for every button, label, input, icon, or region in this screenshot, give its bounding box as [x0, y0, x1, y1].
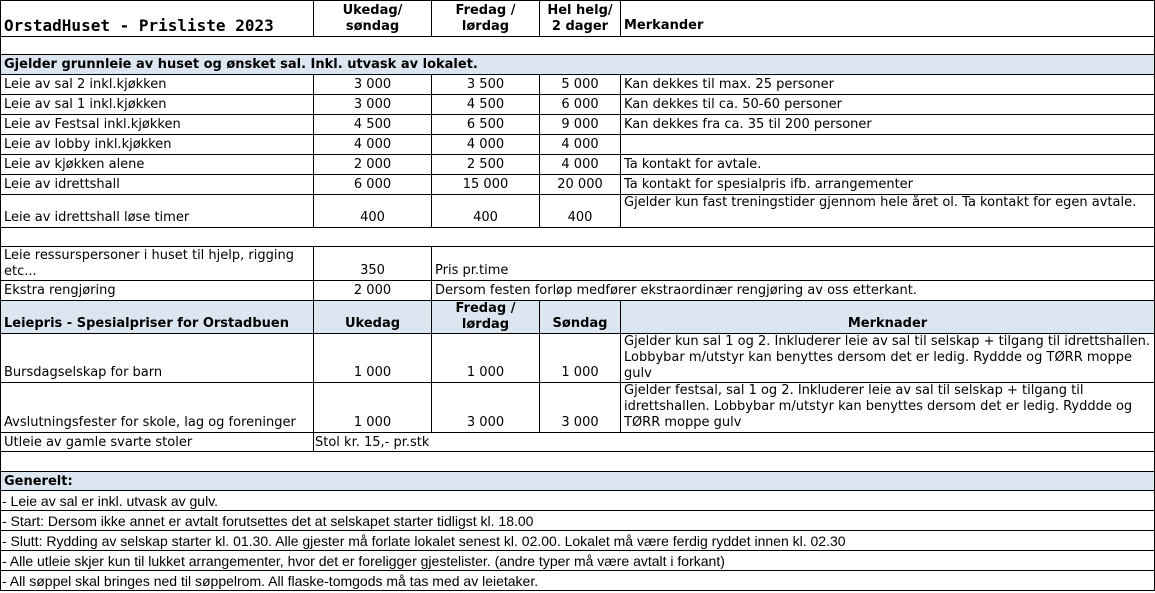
row-label: Leie av sal 1 inkl.kjøkken [0, 95, 314, 115]
row-note: Ta kontakt for avtale. [621, 155, 1155, 175]
table-row [0, 135, 1155, 155]
row-label: Leie av idrettshall [0, 175, 314, 195]
price-cell: 3 000 [314, 95, 432, 115]
section-heading-spesialpriser: Leiepris - Spesialpriser for Orstadbuen [0, 301, 314, 334]
general-note: - All søppel skal bringes ned til søppelrom. All flaske-tomgods må tas med av leietaker. [0, 571, 1155, 591]
price-cell: 6 000 [314, 175, 432, 195]
price-cell: 9 000 [540, 115, 621, 135]
price-cell: 5 000 [540, 75, 621, 95]
section-heading-generelt: Generelt: [0, 472, 1155, 491]
general-note: - Leie av sal er inkl. utvask av gulv. [0, 491, 1155, 511]
table-row [0, 175, 1155, 195]
header-row [0, 0, 1155, 36]
table-row: Leie av idrettshall løse timer 400 400 400 Gjelder kun fast treningstider gjennom hele året ol. Ta kontakt for egen avtale. [0, 195, 1155, 228]
general-note: - Start: Dersom ikke annet er avtalt forutsettes det at selskapet starter tidligst kl. 18.00 [0, 511, 1155, 531]
price-cell: 3 000 [314, 75, 432, 95]
table-row: Leie ressurspersoner i huset til hjelp, rigging etc... 350 Pris pr.time [0, 247, 1155, 281]
general-note: - Slutt: Rydding av selskap starter kl. 01.30. Alle gjester må forlate lokalet senest kl. 02.00. Lokalet må være ferdig ryddet innen kl. 02.30 [0, 531, 1155, 551]
list-item [0, 571, 1155, 591]
row-label: Leie av lobby inkl.kjøkken [0, 135, 314, 155]
list-item [0, 491, 1155, 511]
price-cell: 20 000 [540, 175, 621, 195]
table-row [0, 155, 1155, 175]
price-cell: 4 000 [432, 135, 540, 155]
price-cell: 4 000 [540, 135, 621, 155]
price-cell: 15 000 [432, 175, 540, 195]
empty-row [0, 36, 1155, 55]
table-row: Avslutningsfester for skole, lag og foreninger 1 000 3 000 3 000 Gjelder festsal, sal 1 og 2. Inkluderer leie av sal til selskap + tilgang til idrettshallen. Lobbybar m/utstyr kan benyttes dersom det er ledig. Ryddde og TØRR moppe gulv [0, 383, 1155, 433]
price-cell: 4 000 [314, 135, 432, 155]
price-cell: 3 500 [432, 75, 540, 95]
price-cell: 4 000 [540, 155, 621, 175]
price-cell: 6 000 [540, 95, 621, 115]
header-helg: Hel helg/ 2 dager [540, 0, 621, 37]
section-row [0, 472, 1155, 491]
price-cell: 2 500 [432, 155, 540, 175]
table-row: Bursdagselskap for barn 1 000 1 000 1 000 Gjelder kun sal 1 og 2. Inkluderer leie av sal til selskap + tilgang til idrettshallen. Lobbybar m/utstyr kan benyttes dersom det er ledig. Ryddde og TØRR moppe gulv [0, 334, 1155, 383]
price-cell: 6 500 [432, 115, 540, 135]
section-heading-grunnleie: Gjelder grunnleie av huset og ønsket sal. Inkl. utvask av lokalet. [0, 55, 1155, 75]
list-item [0, 531, 1155, 551]
header-fredag: Fredag / lørdag [432, 0, 540, 37]
list-item [0, 551, 1155, 571]
table-row: Ekstra rengjøring 2 000 Dersom festen forløp medfører ekstraordinær rengjøring av oss etterkant. [0, 281, 1155, 301]
table-row [0, 75, 1155, 95]
table-row [0, 115, 1155, 135]
row-note: Kan dekkes fra ca. 35 til 200 personer [621, 115, 1155, 135]
row-label: Leie av sal 2 inkl.kjøkken [0, 75, 314, 95]
header-merkander: Merkander [621, 0, 1155, 37]
table-row: Utleie av gamle svarte stoler Stol kr. 15,- pr.stk [0, 433, 1155, 452]
empty-row [0, 452, 1155, 472]
row-note [621, 135, 1155, 155]
row-note: Kan dekkes til max. 25 personer [621, 75, 1155, 95]
table-row [0, 95, 1155, 115]
row-label: Leie av Festsal inkl.kjøkken [0, 115, 314, 135]
section-row [0, 55, 1155, 75]
page-title: OrstadHuset - Prisliste 2023 [0, 0, 314, 37]
row-label: Leie av kjøkken alene [0, 155, 314, 175]
header-ukedag: Ukedag/ søndag [314, 0, 432, 37]
price-cell: 4 500 [314, 115, 432, 135]
section-row: Leiepris - Spesialpriser for Orstadbuen Ukedag Fredag / lørdag Søndag Merknader [0, 301, 1155, 334]
row-note: Kan dekkes til ca. 50-60 personer [621, 95, 1155, 115]
general-note: - Alle utleie skjer kun til lukket arrangementer, hvor det er foreligger gjestelister. (andre typer må være avtalt i forkant) [0, 551, 1155, 571]
price-cell: 2 000 [314, 155, 432, 175]
row-note: Ta kontakt for spesialpris ifb. arrangementer [621, 175, 1155, 195]
price-cell: 4 500 [432, 95, 540, 115]
list-item [0, 511, 1155, 531]
empty-row [0, 228, 1155, 247]
